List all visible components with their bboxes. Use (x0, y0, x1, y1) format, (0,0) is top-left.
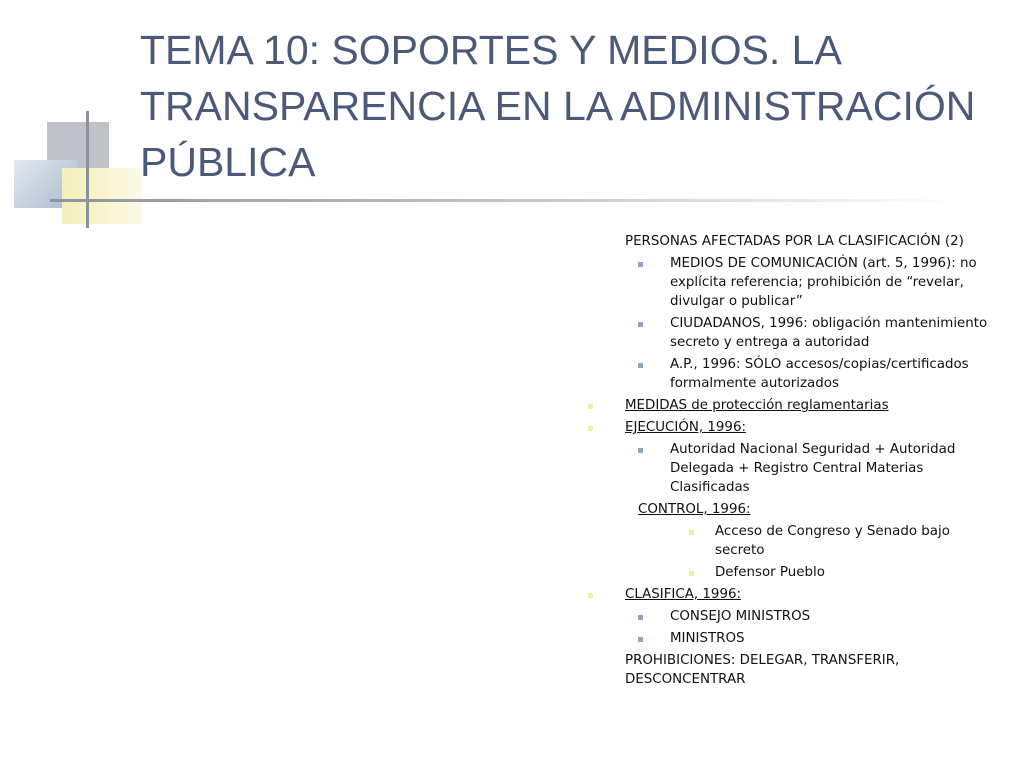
bullet-square-icon (689, 530, 694, 535)
list-item (585, 651, 945, 689)
bullet-square-icon (689, 571, 694, 576)
decor-square-yellow (62, 168, 142, 224)
list-item (585, 396, 1005, 415)
list-item-text: CIUDADANOS, 1996: obligación mantenimiento secreto y entrega a autoridad (670, 316, 988, 350)
list-item (585, 355, 995, 393)
list-item-text: EJECUCIÓN, 1996: (625, 420, 746, 435)
list-item (585, 563, 1005, 582)
list-item-text: CLASIFICA, 1996: (625, 587, 741, 602)
bullet-square-icon (638, 322, 643, 327)
bullet-square-icon (638, 448, 643, 453)
list-item-text: Defensor Pueblo (715, 565, 825, 580)
slide-title: TEMA 10: SOPORTES Y MEDIOS. LA TRANSPARENCIA EN LA ADMINISTRACIÓN PÚBLICA (140, 27, 976, 185)
list-item (585, 418, 1005, 437)
bullet-square-icon (638, 363, 643, 368)
list-item (585, 314, 990, 352)
list-item-text: A.P., 1996: SÓLO accesos/copias/certificados formalmente autorizados (670, 357, 969, 391)
list-item (585, 607, 1005, 626)
list-item-text: PERSONAS AFECTADAS POR LA CLASIFICACIÓN (2) (625, 234, 964, 249)
list-item (585, 232, 1005, 251)
list-item-text: CONTROL, 1996: (638, 502, 751, 517)
list-item-text: MEDIOS DE COMUNICACIÓN (art. 5, 1996): no explícita referencia; prohibición de “revelar, divulgar o publicar” (670, 256, 977, 309)
title-underline (50, 199, 960, 202)
list-item (585, 629, 1005, 648)
bullet-square-icon (588, 404, 593, 409)
list-item (585, 440, 980, 497)
list-item-text: MINISTROS (670, 631, 745, 646)
list-item (585, 522, 985, 560)
list-item-text: MEDIDAS de protección reglamentarias (625, 398, 889, 413)
bullet-square-icon (638, 262, 643, 267)
bullet-square-icon (638, 637, 643, 642)
bullet-square-icon (588, 593, 593, 598)
list-item-text: CONSEJO MINISTROS (670, 609, 811, 624)
list-item (585, 585, 1005, 604)
list-item-text: PROHIBICIONES: DELEGAR, TRANSFERIR, DESCONCENTRAR (625, 653, 900, 687)
bullet-square-icon (588, 426, 593, 431)
decor-vertical-line (86, 111, 89, 228)
list-item-text: Acceso de Congreso y Senado bajo secreto (715, 524, 950, 558)
bullet-square-icon (638, 615, 643, 620)
bullet-list (585, 232, 1005, 689)
list-item (585, 254, 990, 311)
list-item (585, 500, 1005, 519)
list-item-text: Autoridad Nacional Seguridad + Autoridad Delegada + Registro Central Materias Clasificadas (670, 442, 956, 495)
